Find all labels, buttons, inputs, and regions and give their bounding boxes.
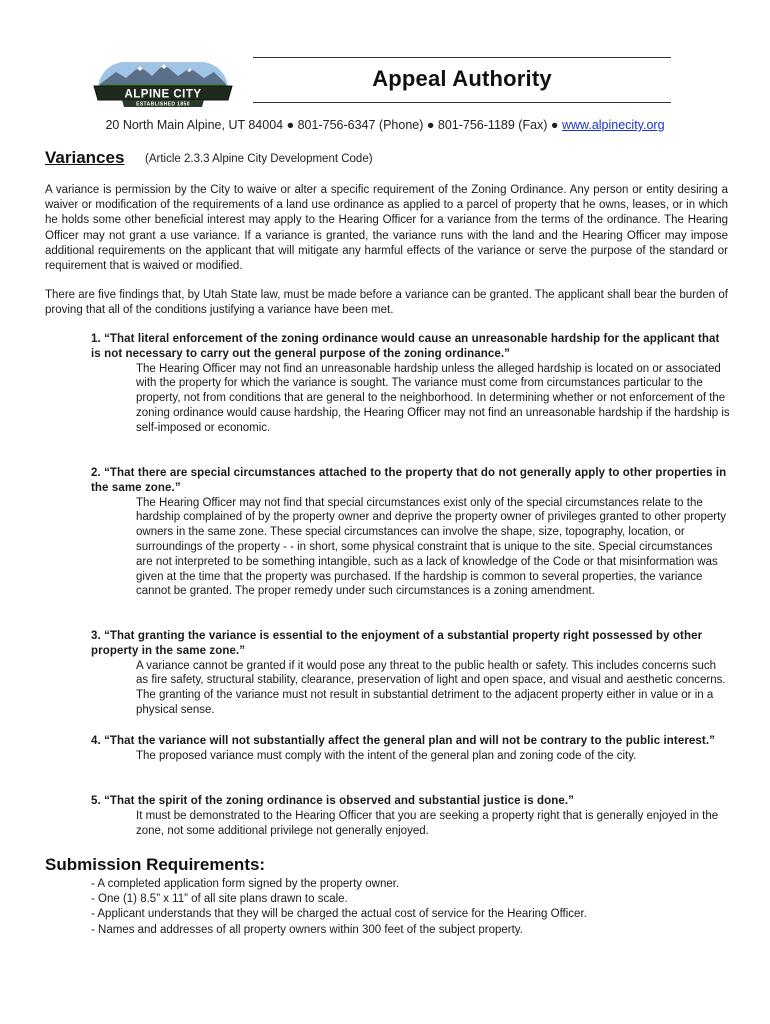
submission-heading: Submission Requirements:	[45, 855, 266, 874]
address-text: 20 North Main Alpine, UT 84004 ● 801-756-6347 (Phone) ● 801-756-1189 (Fax) ●	[105, 118, 559, 132]
finding-body: The Hearing Officer may not find that special circumstances exist only of the special circumstances relate to the hardship complained of by the property owner and deprive the property owner of privileges granted to other property owners in the same zone. These special circumstances can involve the shape, size, topography, location, or surroundings of the property - - in short, some physical constraint that is unique to the site. Special circumstances are not interpreted to be something intangible, such as a lack of knowledge of the Code or that misinformation was given at the time that the property was purchased. If the hardship is common to several properties, the variance cannot be granted. The proper remedy under such circumstances is a zoning amendment.	[136, 496, 727, 598]
logo-text: ALPINE CITY	[124, 88, 202, 101]
finding-body: It must be demonstrated to the Hearing Officer that you are seeking a property right that is generally enjoyed in the zone, not some additional privilege not generally enjoyed.	[136, 809, 719, 837]
finding-5	[91, 794, 731, 838]
mountain-logo-icon	[92, 56, 234, 108]
list-item: - One (1) 8.5” x 11” of all site plans drawn to scale.	[91, 893, 348, 906]
finding-4	[91, 734, 731, 764]
logo-tagline: ESTABLISHED 1850	[136, 101, 190, 108]
variance-definition-paragraph: A variance is permission by the City to waive or alter a specific requirement of the Zoning Ordinance. Any person or entity desiring a waiver or modification of the requirements of a land use ordinance as applied to a parcel of property that he owns, leases, or in which he holds some other beneficial interest may apply to the Hearing Officer for a variance from the terms of the ordinance. The Hearing Officer may not grant a use variance. If a variance is granted, the variance runs with the land and the Hearing Officer may impose additional requirements on the applicant that will mitigate any harmful effects of the variance or serve the purpose of the standard or requirement that is waived or modified.	[45, 184, 728, 273]
finding-title: 1. “That literal enforcement of the zoning ordinance would cause an unreasonable hardship for the applicant that is not necessary to carry out the general purpose of the zoning ordinance.”	[91, 333, 720, 360]
finding-title: 3. “That granting the variance is essential to the enjoyment of a substantial property right possessed by other property in the same zone.”	[91, 630, 703, 657]
header-rule-bottom	[253, 102, 671, 103]
finding-3	[91, 629, 731, 718]
finding-1	[91, 332, 731, 436]
finding-body: The proposed variance must comply with the intent of the general plan and zoning code of the city.	[136, 749, 637, 762]
finding-body: The Hearing Officer may not find an unreasonable hardship unless the alleged hardship is located on or associated with the property for which the variance is sought. The variance must come from circumstances particular to the property, not from conditions that are general to the neighborhood. In determining whether or not enforcement of the zoning ordinance would cause hardship, the Hearing Officer may not find an unreasonable hardship if the hardship is self-imposed or economic.	[136, 362, 730, 434]
contact-line	[0, 118, 770, 132]
finding-title: 4. “That the variance will not substantially affect the general plan and will not be contrary to the public interest.”	[91, 735, 715, 747]
page-title: Appeal Authority	[372, 66, 552, 91]
variances-article-note: (Article 2.3.3 Alpine City Development Code)	[145, 153, 373, 165]
list-item: - A completed application form signed by the property owner.	[91, 878, 400, 890]
list-item: - Names and addresses of all property owners within 300 feet of the subject property.	[91, 923, 523, 936]
alpine-city-logo	[92, 56, 234, 108]
finding-2	[91, 466, 731, 599]
finding-title: 2. “That there are special circumstances attached to the property that do not generally apply to other properties in the same zone.”	[91, 467, 727, 494]
finding-title: 5. “That the spirit of the zoning ordinance is observed and substantial justice is done.”	[91, 795, 575, 807]
variances-heading: Variances	[45, 148, 125, 167]
findings-intro-paragraph: There are five findings that, by Utah State law, must be made before a variance can be granted. The applicant shall bear the burden of proving that all of the conditions justifying a variance have been met.	[45, 289, 728, 317]
header-rule-top	[253, 57, 671, 58]
finding-body: A variance cannot be granted if it would pose any threat to the public health or safety. This includes concerns such as fire safety, structural stability, clearance, preservation of light and open space, and visual and aesthetic concerns. The granting of the variance must not result in substantial detriment to the adjacent property either in value or in a physical sense.	[136, 659, 726, 716]
submission-list	[91, 877, 587, 938]
list-item: - Applicant understands that they will be charged the actual cost of service for the Hearing Officer.	[91, 908, 587, 921]
website-link[interactable]: www.alpinecity.org	[561, 118, 665, 132]
